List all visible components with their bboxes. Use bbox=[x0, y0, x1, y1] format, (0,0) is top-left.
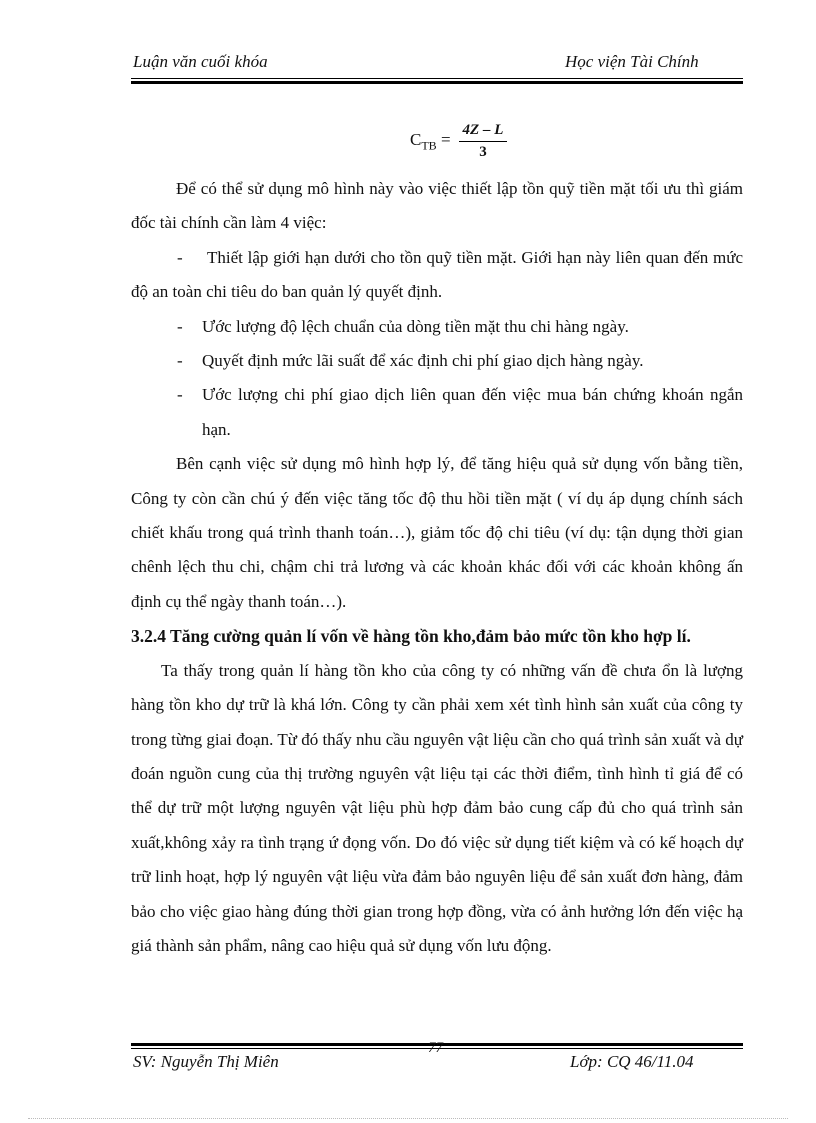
formula-equals: = bbox=[440, 129, 451, 149]
formula-denominator: 3 bbox=[479, 144, 487, 160]
bullet-item-1-text: Thiết lập giới hạn dưới cho tồn quỹ tiền mặt. Giới hạn này liên quan đến mức độ an toàn chi tiêu do ban quản lý quyết định. bbox=[131, 247, 743, 302]
bullet-item-4-text: Ước lượng chi phí giao dịch liên quan đến việc mua bán chứng khoán ngắn hạn. bbox=[202, 385, 743, 439]
page-body bbox=[131, 172, 743, 963]
bullet-item-3-text: Quyết định mức lãi suất để xác định chi phí giao dịch hàng ngày. bbox=[202, 351, 644, 371]
paragraph-cash-acceleration: Bên cạnh việc sử dụng mô hình hợp lý, để tăng hiệu quả sử dụng vốn bằng tiền, Công ty còn cần chú ý đến việc tăng tốc độ thu hồi tiền mặt ( ví dụ áp dụng chính sách chiết khấu trong quá trình thanh toán…), giảm tốc độ chi tiêu (ví dụ: tận dụng thời gian chênh lệch thu chi, chậm chi trả lương và các khoản khác đối với các khoản không ấn định cụ thể ngày thanh toán…). bbox=[131, 454, 743, 611]
header-left-text: Luận văn cuối khóa bbox=[133, 52, 268, 71]
paragraph-inventory: Ta thấy trong quản lí hàng tồn kho của công ty có những vấn đề chưa ổn là lượng hàng tồn kho dự trữ là khá lớn. Công ty cần phải xem xét tình hình sản xuất của công ty trong từng giai đoạn. Từ đó thấy nhu cầu nguyên vật liệu cần cho quá trình sản xuất và dự đoán nguồn cung của thị trường nguyên vật liệu tại các thời điểm, tình hình tỉ giá để có thể dự trữ một lượng nguyên vật liệu phù hợp đảm bảo cung cấp đủ cho quá trình sản xuất,không xảy ra tình trạng ứ đọng vốn. Do đó việc sử dụng tiết kiệm và có kế hoạch dự trữ linh hoạt, hợp lý nguyên vật liệu vừa đảm bảo nguyên liệu để sản xuất đơn hàng, đảm bảo cho việc giao hàng đúng thời gian trong hợp đồng, vừa có ảnh hưởng lớn đến việc hạ giá thành sản phẩm, nâng cao hiệu quả sử dụng vốn lưu động. bbox=[131, 660, 743, 955]
bullet-dash: - bbox=[177, 385, 183, 405]
bullet-dash: - bbox=[177, 316, 183, 336]
bullet-item-4 bbox=[131, 378, 743, 447]
formula-ctb bbox=[410, 122, 507, 161]
bullet-item-2-text: Ước lượng độ lệch chuẩn của dòng tiền mặt thu chi hàng ngày. bbox=[202, 316, 629, 336]
header-divider-thick bbox=[131, 81, 743, 84]
footer-left-text: SV: Nguyễn Thị Miên bbox=[133, 1052, 279, 1071]
page-number: 77 bbox=[428, 1040, 443, 1056]
formula-numerator: 4Z – L bbox=[459, 122, 508, 142]
footer-right-text: Lớp: CQ 46/11.04 bbox=[570, 1052, 694, 1071]
formula-fraction bbox=[459, 122, 508, 161]
page-bottom-border bbox=[28, 1118, 788, 1119]
formula-lhs-subscript: TB bbox=[421, 138, 437, 153]
formula-lhs-base: C bbox=[410, 129, 422, 149]
formula-lhs bbox=[410, 130, 451, 153]
bullet-dash: - bbox=[177, 247, 183, 267]
bullet-item-1 bbox=[131, 241, 743, 310]
bullet-item-2 bbox=[131, 310, 743, 344]
header-divider-thin bbox=[131, 78, 743, 79]
bullet-item-3 bbox=[131, 344, 743, 378]
header-right-text: Học viện Tài Chính bbox=[565, 52, 699, 71]
bullet-dash: - bbox=[177, 351, 183, 371]
section-heading: 3.2.4 Tăng cường quản lí vốn về hàng tồn kho,đảm bảo mức tồn kho hợp lí. bbox=[131, 626, 691, 647]
paragraph-intro: Để có thể sử dụng mô hình này vào việc thiết lập tồn quỹ tiền mặt tối ưu thì giám đốc tài chính cần làm 4 việc: bbox=[131, 179, 743, 233]
